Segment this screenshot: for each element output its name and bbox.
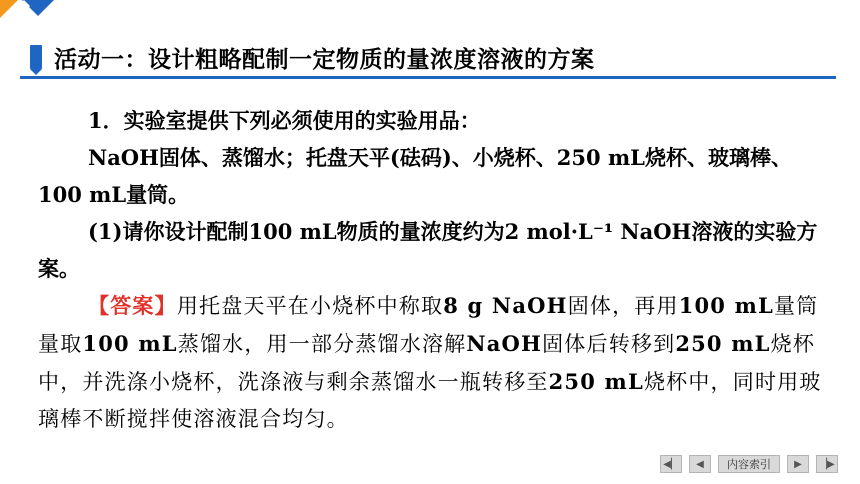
answer-value: 250 mL [675, 331, 771, 356]
answer-paragraph [38, 287, 826, 438]
slide-content [38, 102, 826, 438]
section-title: 活动一：设计粗略配制一定物质的量浓度溶液的方案 [54, 46, 595, 73]
last-page-icon[interactable]: ▕▶ [816, 455, 838, 473]
item-intro: 1．实验室提供下列必须使用的实验用品： [88, 108, 481, 133]
answer-value: 8 g NaOH [443, 293, 568, 318]
slide-navigation [660, 454, 838, 474]
answer-text: 烧杯中，并洗涤小烧杯，洗涤液与剩余蒸馏水一瓶转移至 [38, 332, 816, 394]
answer-text: 用托盘天平在小烧杯中称取 [176, 294, 444, 318]
corner-logo-icon [0, 0, 54, 30]
question-text: (1)请你设计配制100 mL物质的量浓度约为2 mol·L⁻¹ NaOH溶液的实验方案。 [38, 219, 818, 281]
first-page-icon[interactable]: ◀▏ [660, 455, 682, 473]
header-divider [20, 76, 836, 79]
prev-page-icon[interactable]: ◀ [689, 455, 711, 473]
answer-text: 量筒量取 [38, 294, 819, 356]
answer-value: 250 mL [548, 369, 644, 394]
answer-text: 蒸馏水，用一部分蒸馏水溶解 [177, 332, 467, 356]
answer-label: 【答案】 [88, 293, 177, 318]
materials-list: NaOH固体、蒸馏水；托盘天平(砝码)、小烧杯、250 mL烧杯、玻璃棒、100 mL量筒。 [38, 145, 792, 207]
answer-value: 100 mL [678, 293, 775, 318]
bookmark-icon [30, 45, 42, 69]
answer-text: 固体，再用 [567, 294, 679, 318]
content-index-button[interactable]: 内容索引 [718, 455, 780, 473]
answer-value: 100 mL [82, 331, 178, 356]
answer-text: 烧杯中，同时用玻璃棒不断搅拌使溶液混合均匀。 [38, 370, 822, 431]
section-header [30, 39, 595, 75]
answer-value: NaOH [466, 331, 543, 356]
answer-text: 固体后转移到 [542, 332, 676, 356]
next-page-icon[interactable]: ▶ [787, 455, 809, 473]
